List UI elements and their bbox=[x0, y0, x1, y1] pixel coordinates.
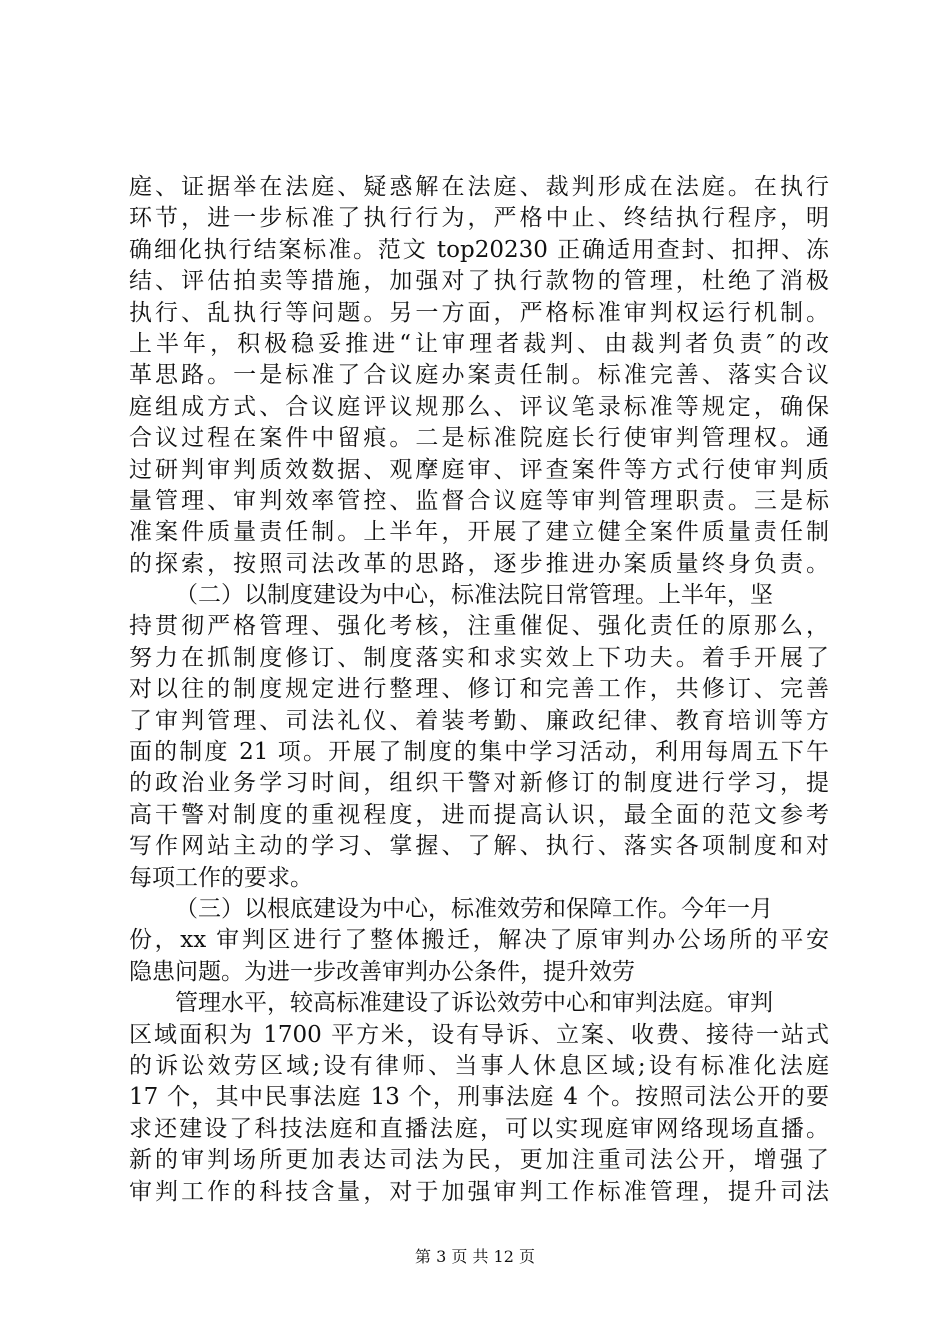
text-line-19: 面的制度 21 项。开展了制度的集中学习活动，利用每周五下午 bbox=[129, 739, 829, 766]
text-line-13: 的探索，按照司法改革的思路，逐步推进办案质量终身负责。 bbox=[129, 550, 829, 577]
text-line-30: 17 个，其中民事法庭 13 个，刑事法庭 4 个。按照司法公开的要 bbox=[129, 1084, 829, 1111]
text-line-9: 合议过程在案件中留痕。二是标准院庭长行使审判管理权。通 bbox=[129, 425, 829, 452]
text-line-4: 结、评估拍卖等措施，加强对了执行款物的管理，杜绝了消极 bbox=[129, 268, 829, 295]
text-line-23: 每项工作的要求。 bbox=[129, 864, 313, 891]
text-line-8: 庭组成方式、合议庭评议规那么、评议笔录标准等规定，确保 bbox=[129, 393, 829, 420]
text-line-32: 新的审判场所更加表达司法为民，更加注重司法公开，增强了 bbox=[129, 1147, 829, 1174]
text-line-20: 的政治业务学习时间，组织干警对新修订的制度进行学习，提 bbox=[129, 770, 829, 797]
text-line-5: 执行、乱执行等问题。另一方面，严格标准审判权运行机制。 bbox=[129, 299, 829, 326]
text-line-33: 审判工作的科技含量，对于加强审判工作标准管理，提升司法 bbox=[129, 1178, 829, 1205]
text-line-2: 环节，进一步标准了执行行为，严格中止、终结执行程序，明 bbox=[129, 205, 829, 232]
text-line-21: 高干警对制度的重视程度，进而提高认识，最全面的范文参考 bbox=[129, 801, 829, 828]
text-line-27: 管理水平，较高标准建设了诉讼效劳中心和审判法庭。审判 bbox=[175, 990, 773, 1017]
text-line-25: 份，xx 审判区进行了整体搬迁，解决了原审判办公场所的平安 bbox=[129, 927, 829, 954]
text-line-22: 写作网站主动的学习、掌握、了解、执行、落实各项制度和对 bbox=[129, 833, 829, 860]
text-line-24: （三）以根底建设为中心，标准效劳和保障工作。今年一月 bbox=[175, 895, 773, 922]
text-line-10: 过研判审判质效数据、观摩庭审、评查案件等方式行使审判质 bbox=[129, 456, 829, 483]
text-line-26: 隐患问题。为进一步改善审判办公条件，提升效劳 bbox=[129, 958, 635, 985]
text-line-3: 确细化执行结案标准。范文 top20230 正确适用查封、扣押、冻 bbox=[129, 236, 829, 263]
page-number-footer: 第 3 页 共 12 页 bbox=[415, 1247, 535, 1266]
document-body bbox=[129, 172, 829, 1208]
text-line-31: 求还建设了科技法庭和直播法庭，可以实现庭审网络现场直播。 bbox=[129, 1115, 829, 1142]
text-line-6: 上半年，积极稳妥推进“让审理者裁判、由裁判者负责″的改 bbox=[129, 330, 829, 357]
text-line-11: 量管理、审判效率管控、监督合议庭等审判管理职责。三是标 bbox=[129, 487, 829, 514]
text-line-12: 准案件质量责任制。上半年，开展了建立健全案件质量责任制 bbox=[129, 519, 829, 546]
text-line-29: 的诉讼效劳区域;设有律师、当事人休息区域;设有标准化法庭 bbox=[129, 1052, 829, 1079]
text-line-16: 努力在抓制度修订、制度落实和求实效上下功夫。着手开展了 bbox=[129, 644, 829, 671]
text-line-18: 了审判管理、司法礼仪、着装考勤、廉政纪律、教育培训等方 bbox=[129, 707, 829, 734]
text-line-14: （二）以制度建设为中心，标准法院日常管理。上半年，坚 bbox=[175, 582, 773, 609]
text-line-15: 持贯彻严格管理、强化考核，注重催促、强化责任的原那么， bbox=[129, 613, 829, 640]
text-line-1: 庭、证据举在法庭、疑惑解在法庭、裁判形成在法庭。在执行 bbox=[129, 174, 829, 200]
text-line-17: 对以往的制度规定进行整理、修订和完善工作，共修订、完善 bbox=[129, 676, 829, 703]
text-line-28: 区域面积为 1700 平方米，设有导诉、立案、收费、接待一站式 bbox=[129, 1021, 829, 1048]
text-line-7: 革思路。一是标准了合议庭办案责任制。标准完善、落实合议 bbox=[129, 362, 829, 389]
